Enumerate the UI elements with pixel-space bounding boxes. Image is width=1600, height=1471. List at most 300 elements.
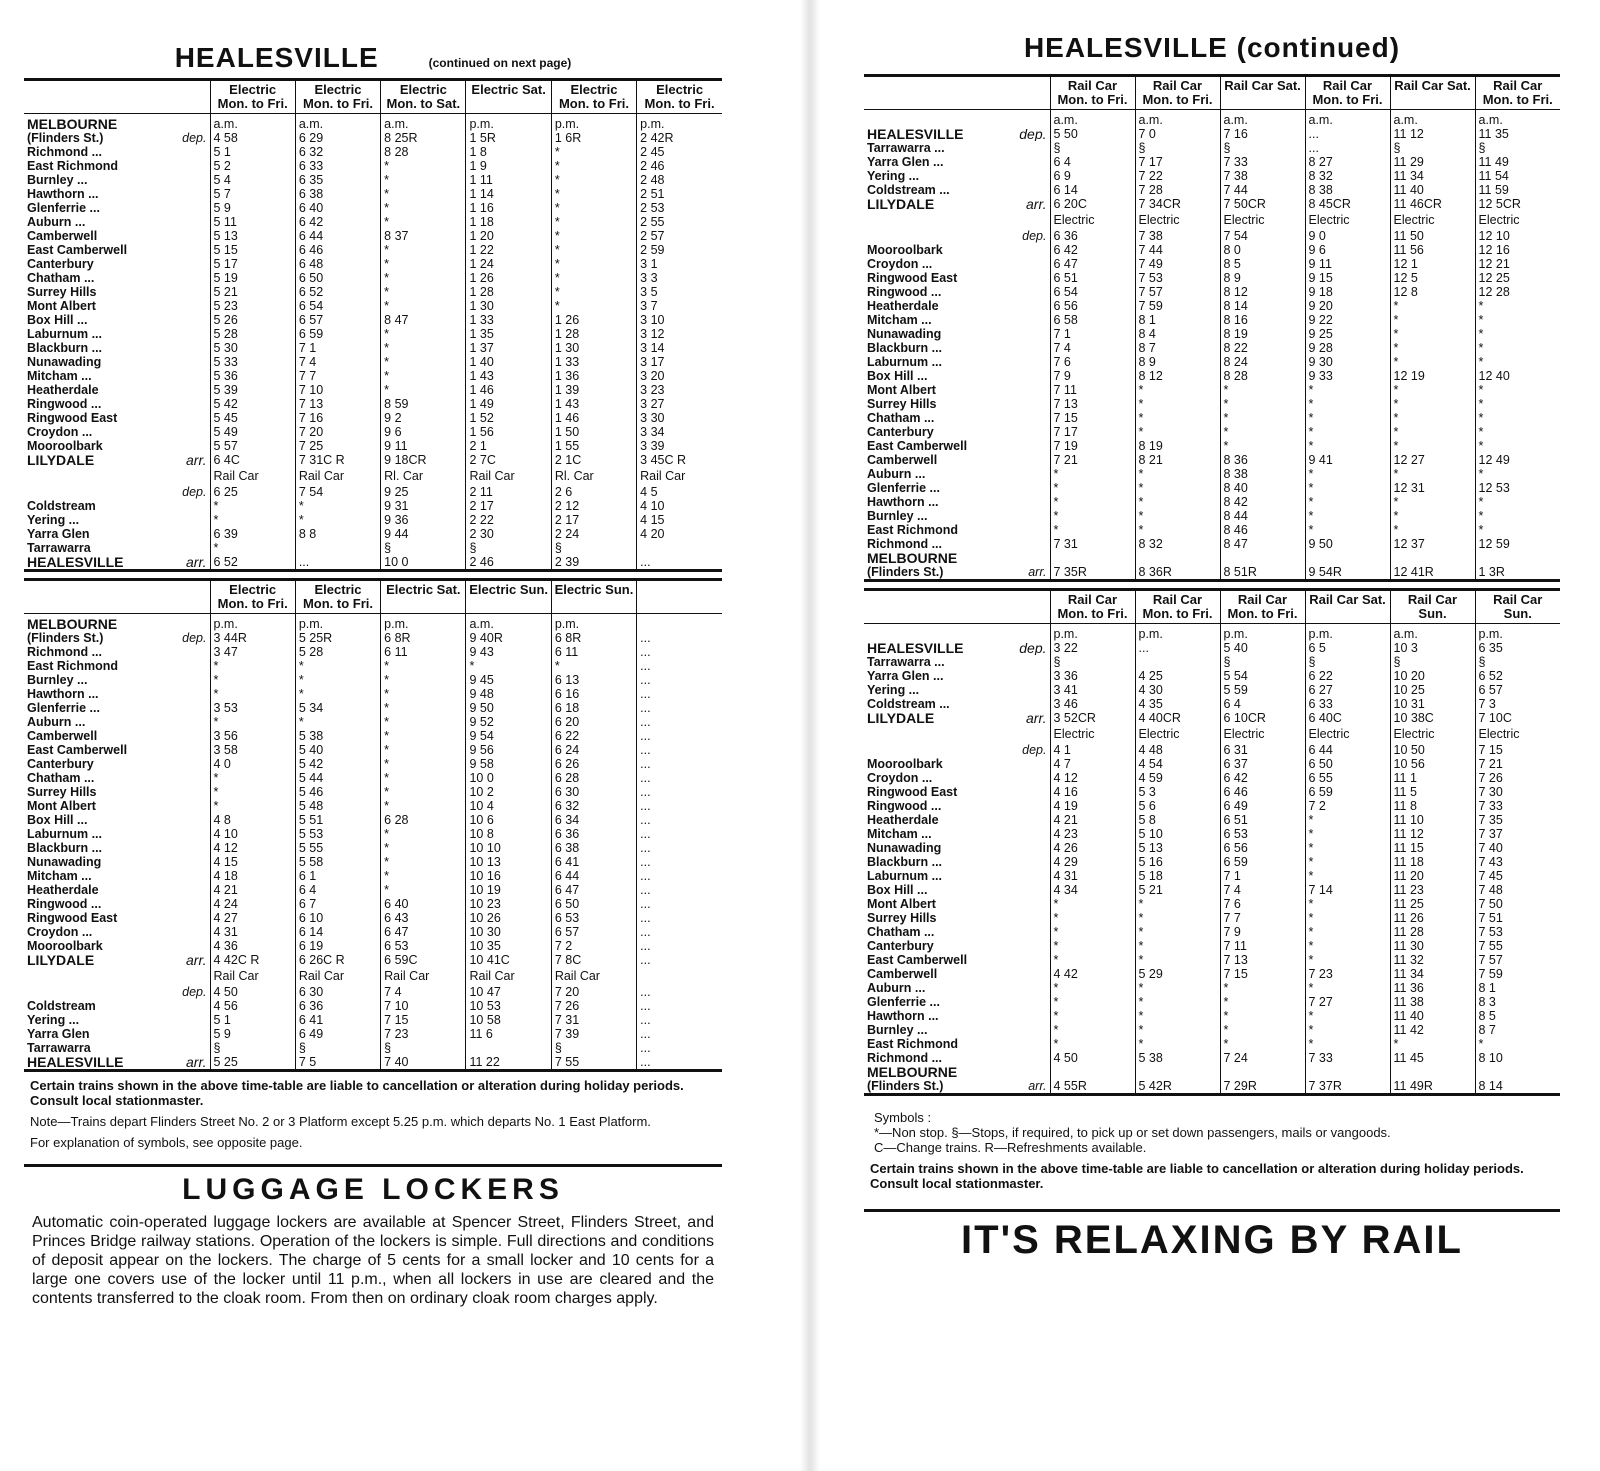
time-cell: 7 57 <box>1475 953 1560 967</box>
timetable-row <box>864 953 1560 967</box>
time-cell: * <box>381 271 466 285</box>
station-name: Laburnum ... <box>27 827 102 841</box>
time-cell: 7 19 <box>1050 439 1135 453</box>
time-cell: * <box>1050 523 1135 537</box>
timetable-row <box>24 799 722 813</box>
time-cell: 1 46 <box>551 411 636 425</box>
time-cell: 1 46 <box>466 383 551 397</box>
time-cell: ... <box>637 743 722 757</box>
timetable-row <box>24 771 722 785</box>
time-cell: 6 26 <box>551 757 636 771</box>
time-cell: 7 9 <box>1050 369 1135 383</box>
timetable-row <box>24 729 722 743</box>
time-cell: 6 55 <box>1305 771 1390 785</box>
time-cell: 8 32 <box>1305 169 1390 183</box>
time-cell: * <box>210 785 295 799</box>
time-cell: * <box>551 145 636 159</box>
time-cell: * <box>1390 299 1475 313</box>
time-cell: ... <box>637 715 722 729</box>
time-cell: 7 4 <box>1050 341 1135 355</box>
time-cell: * <box>210 673 295 687</box>
time-cell: 7 43 <box>1475 855 1560 869</box>
time-cell: * <box>1050 1023 1135 1037</box>
time-cell: p.m. <box>381 614 466 632</box>
time-cell: ... <box>637 729 722 743</box>
time-cell: 6 57 <box>1475 683 1560 697</box>
station-name: Glenferrie ... <box>867 995 940 1009</box>
time-cell: 6 1 <box>295 869 380 883</box>
time-cell: ... <box>637 785 722 799</box>
time-cell: 12 10 <box>1475 229 1560 243</box>
time-cell: 3 56 <box>210 729 295 743</box>
time-cell: 6 11 <box>381 645 466 659</box>
time-cell: 5 39 <box>210 383 295 397</box>
time-cell: 10 53 <box>466 999 551 1013</box>
time-cell: * <box>1305 481 1390 495</box>
timetable-row <box>864 771 1560 785</box>
time-cell: * <box>1305 869 1390 883</box>
time-cell: * <box>1305 425 1390 439</box>
time-cell: * <box>210 771 295 785</box>
time-cell: 4 12 <box>210 841 295 855</box>
timetable-row <box>864 243 1560 257</box>
station-name <box>24 985 210 999</box>
time-cell: 7 29R <box>1220 1079 1305 1095</box>
timetable-row <box>24 355 722 369</box>
time-cell: 10 47 <box>466 985 551 999</box>
time-cell: ... <box>1305 141 1390 155</box>
time-cell: 7 10 <box>381 999 466 1013</box>
time-cell: * <box>551 187 636 201</box>
time-cell <box>1220 1065 1305 1079</box>
time-cell: 6 36 <box>1050 229 1135 243</box>
time-cell: * <box>1475 397 1560 411</box>
time-cell: 8 9 <box>1135 355 1220 369</box>
time-cell: Electric <box>1475 211 1560 229</box>
station-name: Hawthorn ... <box>27 687 99 701</box>
time-cell: 1 28 <box>551 327 636 341</box>
timetable-row <box>864 495 1560 509</box>
time-cell: 12 16 <box>1475 243 1560 257</box>
time-cell: * <box>1050 467 1135 481</box>
time-cell: * <box>1475 425 1560 439</box>
symbols-reference: For explanation of symbols, see opposite page. <box>30 1135 303 1150</box>
time-cell: * <box>551 173 636 187</box>
time-cell: * <box>1220 981 1305 995</box>
timetable-healesville-to-melbourne-2 <box>864 588 1560 1096</box>
time-cell: * <box>1305 411 1390 425</box>
time-cell: * <box>381 701 466 715</box>
service-column-header: Electric Sat. <box>466 80 551 114</box>
timetable-row <box>24 257 722 271</box>
timetable-row <box>24 411 722 425</box>
time-cell: 4 15 <box>210 855 295 869</box>
time-cell: * <box>1050 1009 1135 1023</box>
time-cell: 9 18 <box>1305 285 1390 299</box>
time-cell <box>637 967 722 985</box>
station-name: Tarrawarra <box>27 1041 91 1055</box>
time-cell: * <box>1050 925 1135 939</box>
time-cell: 6 54 <box>295 299 380 313</box>
time-cell: 11 36 <box>1390 981 1475 995</box>
time-cell: 5 55 <box>295 841 380 855</box>
time-cell: * <box>1475 509 1560 523</box>
station-name: (Flinders St.) dep. <box>27 631 207 645</box>
station-name: Mont Albert <box>867 383 936 397</box>
time-cell: 3 12 <box>637 327 722 341</box>
station-name: (Flinders St.) dep. <box>27 131 207 145</box>
time-cell: * <box>1135 1009 1220 1023</box>
time-cell: * <box>1475 383 1560 397</box>
time-cell: p.m. <box>295 614 380 632</box>
time-cell: * <box>1475 313 1560 327</box>
time-cell: 9 22 <box>1305 313 1390 327</box>
time-cell: 11 15 <box>1390 841 1475 855</box>
time-cell: 6 13 <box>551 673 636 687</box>
time-cell: § <box>551 541 636 555</box>
timetable-row <box>864 285 1560 299</box>
time-cell: 4 12 <box>1050 771 1135 785</box>
time-cell: 11 46CR <box>1390 197 1475 211</box>
time-cell: 7 13 <box>1220 953 1305 967</box>
station-name: Yering ... <box>27 1013 80 1027</box>
time-cell: 6 39 <box>210 527 295 541</box>
time-cell: 7 31C R <box>295 453 380 467</box>
time-cell: 7 20 <box>295 425 380 439</box>
time-cell: 7 48 <box>1475 883 1560 897</box>
time-cell: 7 2 <box>1305 799 1390 813</box>
arr-dep-label: dep. <box>1019 127 1047 141</box>
time-cell: 1 36 <box>551 369 636 383</box>
time-cell: 3 34 <box>637 425 722 439</box>
time-cell: ... <box>1305 127 1390 141</box>
timetable-row <box>864 855 1560 869</box>
time-cell: 6 50 <box>551 897 636 911</box>
time-cell: 2 11 <box>466 485 551 499</box>
station-name: Coldstream <box>27 999 96 1013</box>
time-cell: 4 19 <box>1050 799 1135 813</box>
time-cell: 8 16 <box>1220 313 1305 327</box>
time-cell: 7 23 <box>1305 967 1390 981</box>
time-cell: 11 49R <box>1390 1079 1475 1095</box>
time-cell: * <box>381 771 466 785</box>
time-cell: * <box>1135 383 1220 397</box>
time-cell: 8 45CR <box>1305 197 1390 211</box>
timetable-row <box>864 981 1560 995</box>
time-cell: 9 30 <box>1305 355 1390 369</box>
time-cell: 11 29 <box>1390 155 1475 169</box>
time-cell: p.m. <box>637 114 722 132</box>
time-cell: * <box>1305 509 1390 523</box>
time-cell: * <box>381 327 466 341</box>
time-cell: 9 11 <box>1305 257 1390 271</box>
time-cell: 3 39 <box>637 439 722 453</box>
time-cell: 3 10 <box>637 313 722 327</box>
station-name: Croydon ... <box>27 425 93 439</box>
time-cell: * <box>551 659 636 673</box>
timetable-row <box>864 1009 1560 1023</box>
time-cell: 5 10 <box>1135 827 1220 841</box>
time-cell: 12 8 <box>1390 285 1475 299</box>
time-cell: 5 21 <box>1135 883 1220 897</box>
station-name: Mont Albert <box>27 799 96 813</box>
time-cell: 4 24 <box>210 897 295 911</box>
time-cell: 6 19 <box>295 939 380 953</box>
service-column-header: Electric Mon. to Fri. <box>210 80 295 114</box>
timetable-row <box>864 813 1560 827</box>
time-cell: 10 13 <box>466 855 551 869</box>
time-cell: 8 12 <box>1135 369 1220 383</box>
time-cell: 5 36 <box>210 369 295 383</box>
time-cell: 9 44 <box>381 527 466 541</box>
time-cell: 6 53 <box>381 939 466 953</box>
time-cell: 5 53 <box>295 827 380 841</box>
time-cell: 6 35 <box>1475 641 1560 655</box>
time-cell: 5 16 <box>1135 855 1220 869</box>
timetable-row <box>864 911 1560 925</box>
time-cell: 9 2 <box>381 411 466 425</box>
time-cell: 6 46 <box>1220 785 1305 799</box>
station-name: Surrey Hills <box>867 911 937 925</box>
time-cell: Rail Car <box>210 467 295 485</box>
time-cell: 4 55R <box>1050 1079 1135 1095</box>
timetable-row <box>24 131 722 145</box>
time-cell: § <box>1050 141 1135 155</box>
time-cell: 5 7 <box>210 187 295 201</box>
time-cell: 6 44 <box>551 869 636 883</box>
time-cell <box>1135 551 1220 565</box>
time-cell: 5 30 <box>210 341 295 355</box>
timetable-row <box>864 841 1560 855</box>
time-cell: 6 40C <box>1305 711 1390 725</box>
time-cell: 7 40 <box>1475 841 1560 855</box>
time-cell: 12 53 <box>1475 481 1560 495</box>
timetable-row <box>864 743 1560 757</box>
time-cell: * <box>1135 925 1220 939</box>
time-cell: 8 24 <box>1220 355 1305 369</box>
time-cell: p.m. <box>551 614 636 632</box>
time-cell: 7 37 <box>1475 827 1560 841</box>
station-name: Blackburn ... <box>867 341 943 355</box>
station-name: East Richmond <box>27 659 118 673</box>
station-name <box>864 725 1050 743</box>
timetable-row <box>24 513 722 527</box>
time-cell: Rl. Car <box>551 467 636 485</box>
station-name: Coldstream <box>27 499 96 513</box>
station-name: Mitcham ... <box>867 827 932 841</box>
time-cell: * <box>295 513 380 527</box>
time-cell: 11 26 <box>1390 911 1475 925</box>
time-cell: * <box>1220 1037 1305 1051</box>
time-cell: * <box>1305 397 1390 411</box>
time-cell: * <box>210 513 295 527</box>
service-column-header: Rail Car Mon. to Fri. <box>1475 76 1560 110</box>
time-cell: 6 46 <box>295 243 380 257</box>
time-cell: 7 3 <box>1475 697 1560 711</box>
time-cell: 7 33 <box>1475 799 1560 813</box>
time-cell: 11 59 <box>1475 183 1560 197</box>
time-cell: Rail Car <box>551 967 636 985</box>
time-cell: 4 42C R <box>210 953 295 967</box>
time-cell: a.m. <box>1475 110 1560 128</box>
time-cell: 9 54 <box>466 729 551 743</box>
time-cell: 7 1 <box>1050 327 1135 341</box>
time-cell: 6 4 <box>295 883 380 897</box>
time-cell: 6 47 <box>551 883 636 897</box>
timetable-row <box>24 541 722 555</box>
time-cell: 5 28 <box>295 645 380 659</box>
station-column-header <box>864 76 1050 110</box>
time-cell: * <box>1305 855 1390 869</box>
station-name: Chatham ... <box>867 925 935 939</box>
time-cell: 12 1 <box>1390 257 1475 271</box>
time-cell: 7 0 <box>1135 127 1220 141</box>
station-name: Canterbury <box>27 257 94 271</box>
time-cell: * <box>1305 897 1390 911</box>
time-cell: 11 42 <box>1390 1023 1475 1037</box>
station-name: East Camberwell <box>27 743 128 757</box>
station-name: Yarra Glen ... <box>867 669 944 683</box>
service-column-header: Electric Mon. to Fri. <box>210 580 295 614</box>
service-column-header: Electric Mon. to Fri. <box>295 80 380 114</box>
time-cell: Rl. Car <box>381 467 466 485</box>
timetable-row <box>864 683 1560 697</box>
timetable-row <box>864 1065 1560 1079</box>
time-cell: 8 42 <box>1220 495 1305 509</box>
time-cell: p.m. <box>1305 624 1390 642</box>
time-cell: 7 45 <box>1475 869 1560 883</box>
station-name <box>864 743 1050 757</box>
time-cell: 8 19 <box>1220 327 1305 341</box>
time-cell: 12 25 <box>1475 271 1560 285</box>
time-cell: ... <box>637 999 722 1013</box>
timetable-row <box>24 313 722 327</box>
time-cell: * <box>381 369 466 383</box>
time-cell: 5 1 <box>210 145 295 159</box>
time-cell: * <box>1390 495 1475 509</box>
time-cell: 4 30 <box>1135 683 1220 697</box>
service-column-header: Electric Mon. to Fri. <box>637 80 722 114</box>
time-cell: 5 8 <box>1135 813 1220 827</box>
time-cell: 6 37 <box>1220 757 1305 771</box>
time-cell: 4 26 <box>1050 841 1135 855</box>
time-cell: 6 33 <box>1305 697 1390 711</box>
time-cell: 5 42 <box>295 757 380 771</box>
station-name: LILYDALE arr. <box>867 197 1047 211</box>
time-cell: p.m. <box>1475 624 1560 642</box>
time-cell: 11 49 <box>1475 155 1560 169</box>
time-cell: 8 10 <box>1475 1051 1560 1065</box>
time-cell: 7 15 <box>1050 411 1135 425</box>
timetable-row <box>24 485 722 499</box>
timetable-row <box>24 369 722 383</box>
arr-dep-label: dep. <box>1022 743 1047 757</box>
time-cell: * <box>1135 939 1220 953</box>
time-cell: 11 35 <box>1475 127 1560 141</box>
station-name: Auburn ... <box>867 981 926 995</box>
time-cell: § <box>1305 655 1390 669</box>
station-name: Hawthorn ... <box>27 187 99 201</box>
time-cell: 12 31 <box>1390 481 1475 495</box>
time-cell: 7 4 <box>1220 883 1305 897</box>
time-cell: 12 19 <box>1390 369 1475 383</box>
time-cell: Electric <box>1475 725 1560 743</box>
service-column-header: Rail Car Mon. to Fri. <box>1305 76 1390 110</box>
time-cell: 11 6 <box>466 1027 551 1041</box>
time-cell: 6 20C <box>1050 197 1135 211</box>
time-cell: 4 5 <box>637 485 722 499</box>
time-cell: 8 38 <box>1220 467 1305 481</box>
time-cell: 2 57 <box>637 229 722 243</box>
timetable-row <box>864 1051 1560 1065</box>
station-name: Chatham ... <box>27 271 95 285</box>
time-cell: 4 21 <box>210 883 295 897</box>
time-cell <box>1135 1065 1220 1079</box>
timetable-row <box>24 999 722 1013</box>
time-cell: 9 0 <box>1305 229 1390 243</box>
time-cell: 9 25 <box>381 485 466 499</box>
time-cell: * <box>1135 495 1220 509</box>
time-cell: * <box>1050 1037 1135 1051</box>
station-name: Nunawading <box>867 841 942 855</box>
time-cell <box>1475 1065 1560 1079</box>
time-cell: 7 55 <box>551 1055 636 1071</box>
time-cell: 7 11 <box>1220 939 1305 953</box>
time-cell: 5 21 <box>210 285 295 299</box>
time-cell: * <box>1220 397 1305 411</box>
time-cell: * <box>1135 467 1220 481</box>
time-cell: a.m. <box>210 114 295 132</box>
time-cell: 2 22 <box>466 513 551 527</box>
timetable-row <box>24 785 722 799</box>
time-cell: * <box>1390 509 1475 523</box>
station-name: HEALESVILLE arr. <box>27 1055 207 1070</box>
service-column-header <box>637 580 722 614</box>
time-cell: 2 46 <box>466 555 551 571</box>
timetable-row <box>864 481 1560 495</box>
time-cell: 6 54 <box>1050 285 1135 299</box>
timetable-row <box>24 114 722 132</box>
time-cell: 4 27 <box>210 911 295 925</box>
time-cell: 1 39 <box>551 383 636 397</box>
time-cell: 8 59 <box>381 397 466 411</box>
time-cell: 8 32 <box>1135 537 1220 551</box>
time-cell: a.m. <box>1050 110 1135 128</box>
service-column-header: Rail Car Sat. <box>1220 76 1305 110</box>
time-cell: Electric <box>1135 211 1220 229</box>
time-cell: * <box>1475 327 1560 341</box>
time-cell: * <box>381 883 466 897</box>
time-cell: 8 46 <box>1220 523 1305 537</box>
time-cell: 6 56 <box>1050 299 1135 313</box>
time-cell: 8 27 <box>1305 155 1390 169</box>
time-cell: 1 5R <box>466 131 551 145</box>
station-name: Ringwood ... <box>867 799 942 813</box>
time-cell: 6 41 <box>551 855 636 869</box>
time-cell: 10 2 <box>466 785 551 799</box>
station-name: Laburnum ... <box>867 355 942 369</box>
time-cell: 4 56 <box>210 999 295 1013</box>
timetable-row <box>24 1055 722 1071</box>
service-column-header: Rail Car Mon. to Fri. <box>1135 590 1220 624</box>
time-cell: 6 25 <box>210 485 295 499</box>
time-cell: 5 59 <box>1220 683 1305 697</box>
timetable-row <box>864 397 1560 411</box>
time-cell: 1 49 <box>466 397 551 411</box>
timetable-row <box>24 499 722 513</box>
time-cell: 5 57 <box>210 439 295 453</box>
station-name: MELBOURNE <box>867 1065 958 1079</box>
